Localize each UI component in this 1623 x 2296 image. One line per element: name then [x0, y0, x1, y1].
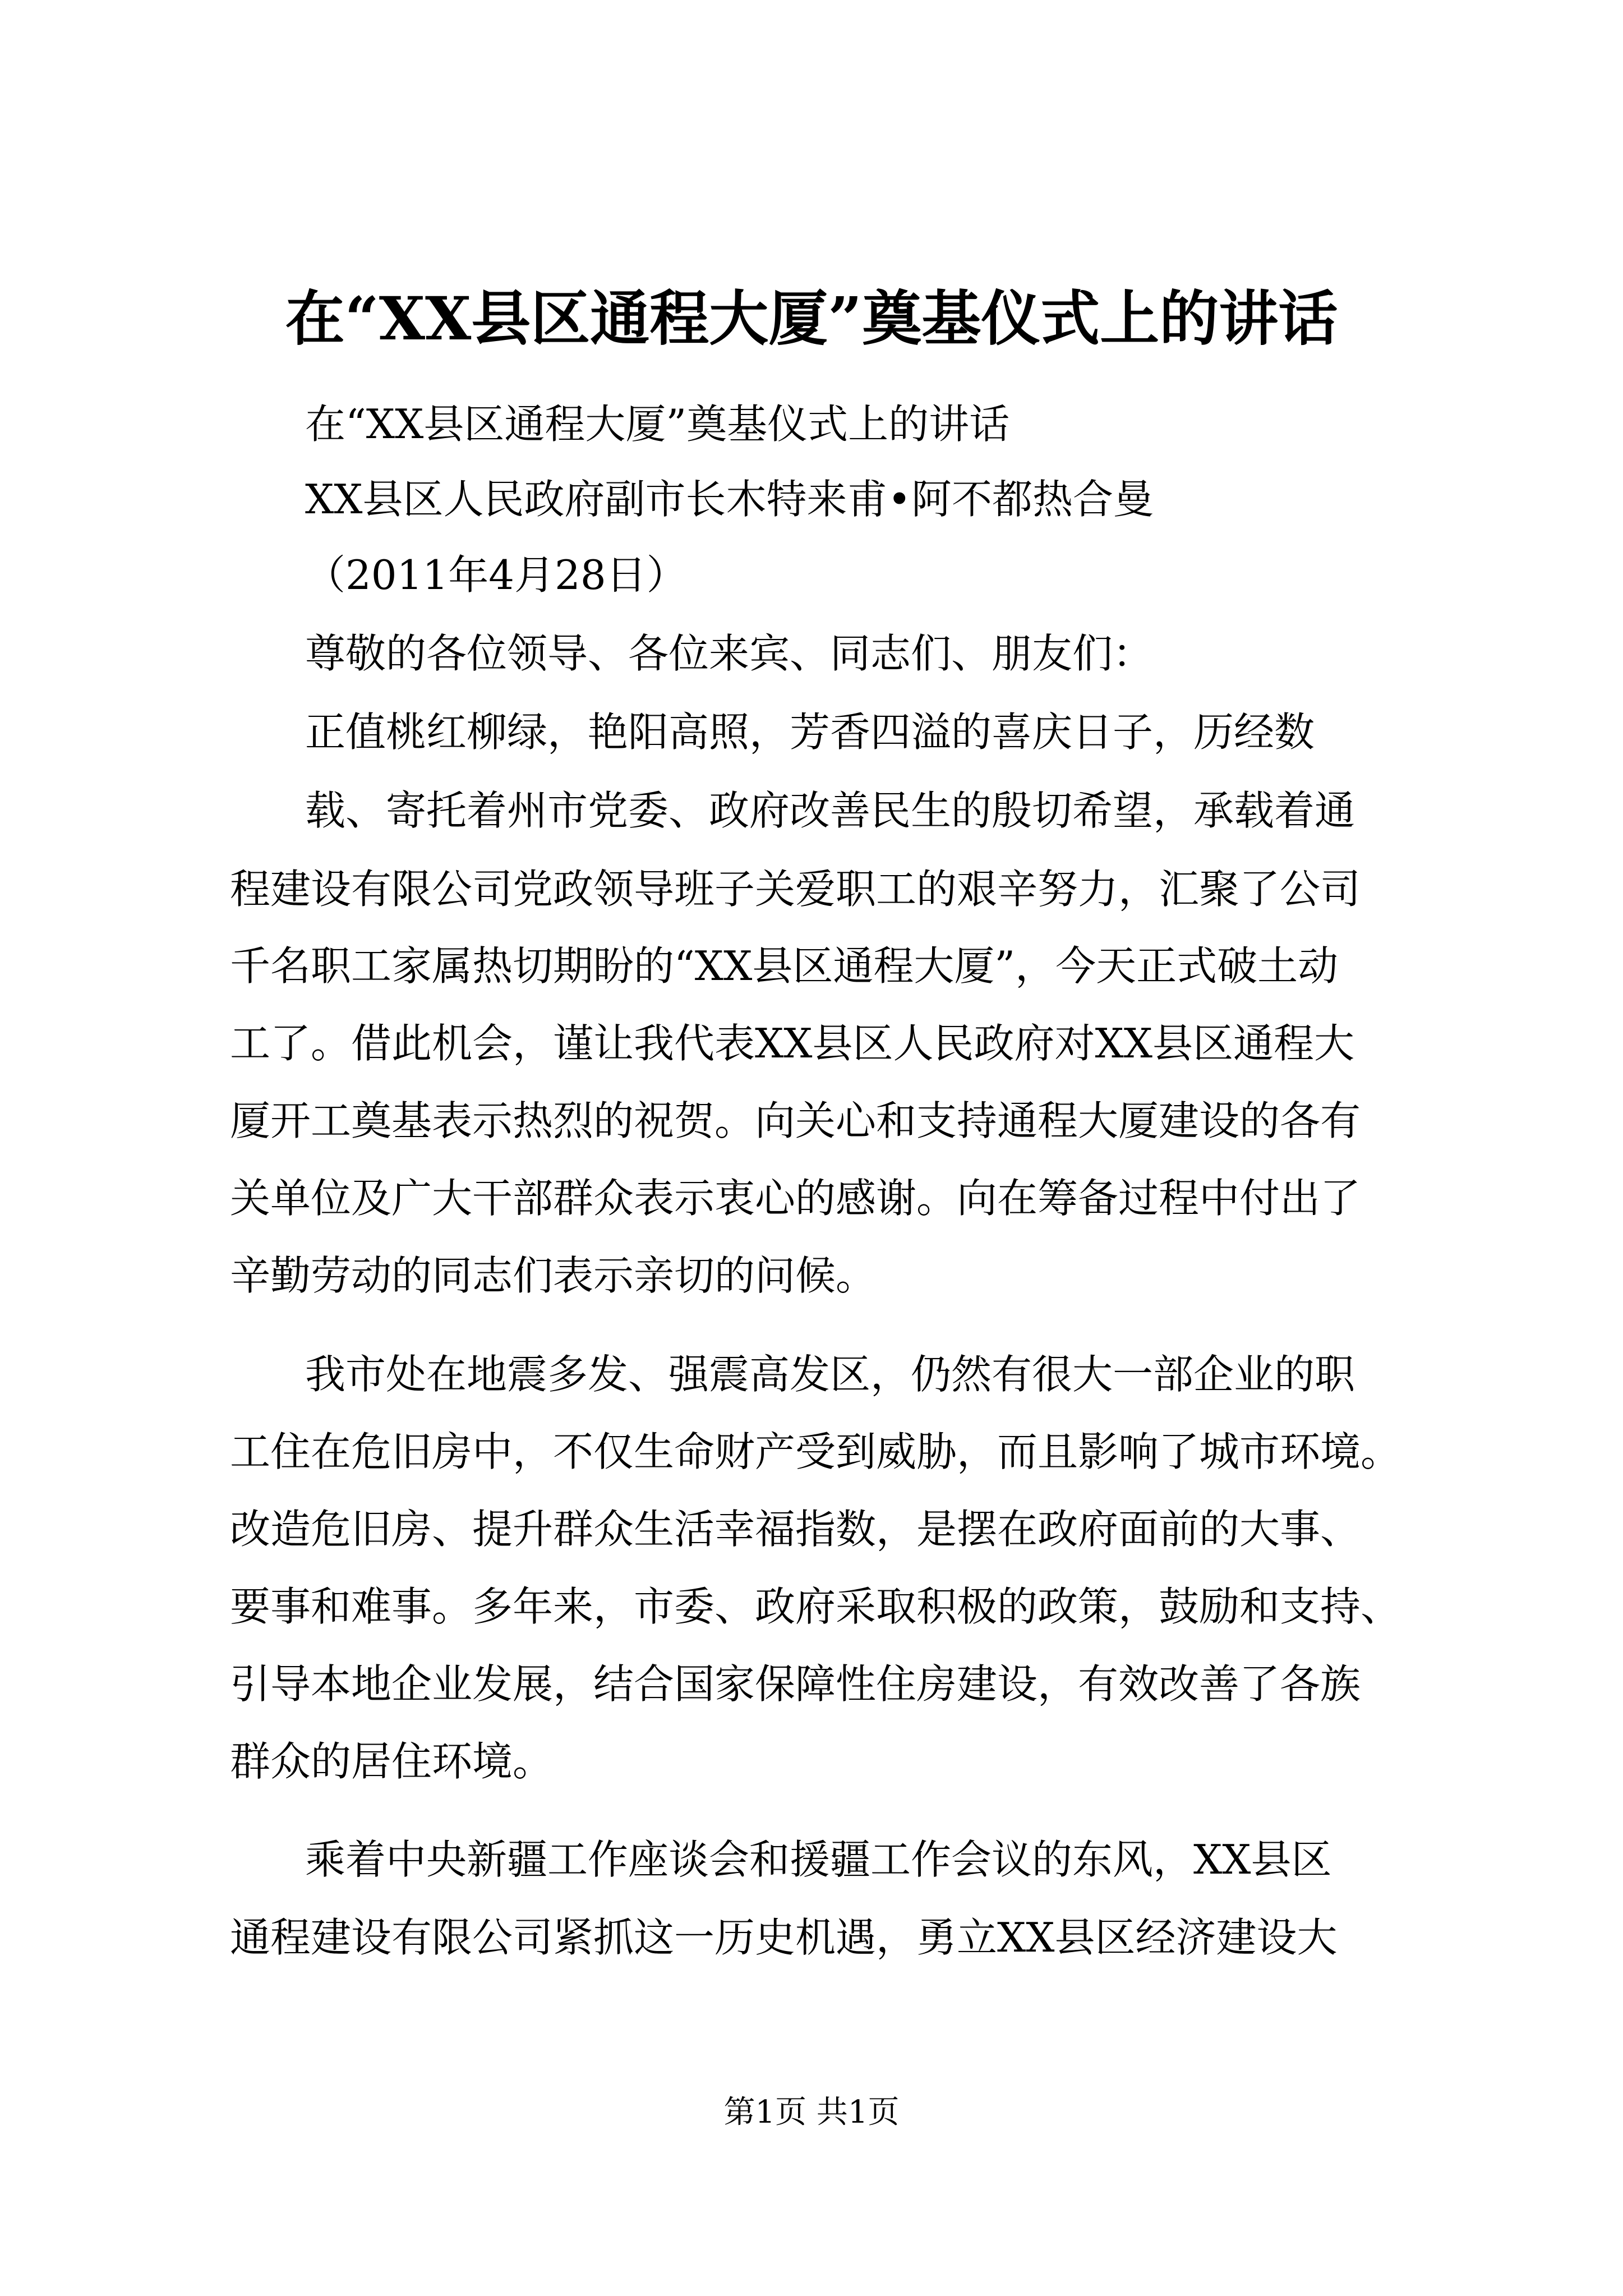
paragraph-3-line: 通程建设有限公司紧抓这一历史机遇，勇立XX县区经济建设大 — [230, 1914, 1338, 1961]
paragraph-1-line: 辛勤劳动的同志们表示亲切的问候。 — [230, 1252, 877, 1299]
speaker-line: XX县区人民政府副市长木特来甫•阿不都热合曼 — [305, 476, 1154, 523]
paragraph-2-line: 群众的居住环境。 — [230, 1738, 554, 1785]
document-title: 在“XX县区通程大厦”奠基仪式上的讲话 — [285, 283, 1338, 353]
page-footer: 第1页 共1页 — [723, 2094, 900, 2131]
paragraph-1-line: 载、寄托着州市党委、政府改善民生的殷切希望，承载着通 — [305, 787, 1355, 834]
paragraph-2-line: 我市处在地震多发、强震高发区，仍然有很大一部企业的职 — [305, 1351, 1355, 1398]
paragraph-1-line: 正值桃红柳绿，艳阳高照，芳香四溢的喜庆日子，历经数 — [305, 708, 1315, 756]
paragraph-3-line: 乘着中央新疆工作座谈会和援疆工作会议的东风，XX县区 — [305, 1836, 1332, 1883]
paragraph-1-line: 工了。借此机会，谨让我代表XX县区人民政府对XX县区通程大 — [230, 1020, 1355, 1067]
paragraph-1-line: 厦开工奠基表示热烈的祝贺。向关心和支持通程大厦建设的各有 — [230, 1097, 1361, 1144]
paragraph-2-line: 引导本地企业发展，结合国家保障性住房建设，有效改善了各族 — [230, 1660, 1361, 1708]
paragraph-2-line: 工住在危旧房中，不仅生命财产受到威胁，而且影响了城市环境。 — [230, 1428, 1401, 1475]
paragraph-2-line: 改造危旧房、提升群众生活幸福指数，是摆在政府面前的大事、 — [230, 1506, 1361, 1553]
paragraph-1-line: 程建设有限公司党政领导班子关爱职工的艰辛努力，汇聚了公司 — [230, 866, 1361, 913]
salutation-line: 尊敬的各位领导、各位来宾、同志们、朋友们： — [305, 630, 1154, 677]
date-line: （2011年4月28日） — [305, 551, 687, 599]
paragraph-1-line: 千名职工家属热切期盼的“XX县区通程大厦”，今天正式破土动 — [230, 942, 1339, 990]
document-subtitle: 在“XX县区通程大厦”奠基仪式上的讲话 — [305, 401, 1010, 448]
paragraph-2-line: 要事和难事。多年来，市委、政府采取积极的政策，鼓励和支持、 — [230, 1583, 1401, 1630]
paragraph-1-line: 关单位及广大干部群众表示衷心的感谢。向在筹备过程中付出了 — [230, 1175, 1361, 1222]
